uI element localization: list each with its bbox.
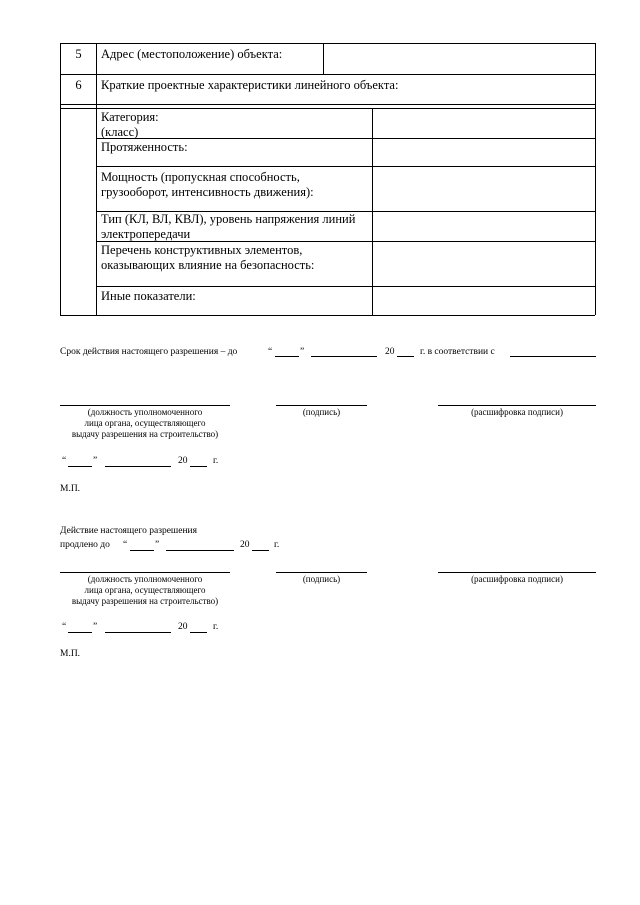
signature-line [276,572,367,573]
table-col-divider [96,43,97,315]
day-blank [68,466,92,467]
extension-text: Действие настоящего разрешения [60,526,197,536]
year-prefix: 20 [178,622,188,632]
year-suffix: г. [274,540,280,550]
position-line [60,405,230,406]
position-caption: (должность уполномоченного лица органа, осуществляющего выдачу разрешения на строительство) [71,574,219,606]
capacity-label: Мощность (пропускная способность, грузооборот, интенсивность движения): [101,170,314,199]
quote-open: “ [123,540,128,550]
other-indicators-label: Иные показатели: [101,289,196,303]
category-label: Категория: (класс) [101,110,159,139]
year-blank [190,632,207,633]
structural-elements-label: Перечень конструктивных элементов, оказывающих влияние на безопасность: [101,243,315,272]
stamp-label: М.П. [60,484,81,494]
decoding-caption: (расшифровка подписи) [471,407,563,417]
decoding-line [438,572,596,573]
position-caption: (должность уполномоченного лица органа, осуществляющего выдачу разрешения на строительство) [71,407,219,439]
quote-open: “ [62,622,67,632]
position-line [60,572,230,573]
power-line-type-label: Тип (КЛ, ВЛ, КВЛ), уровень напряжения линий электропередачи [101,212,356,241]
day-blank [275,356,299,357]
table-row-divider [60,108,595,109]
table-border-bottom [60,315,595,316]
quote-open: “ [62,456,67,466]
quote-close: ” [155,540,160,550]
decoding-line [438,405,596,406]
month-blank [105,632,171,633]
year-blank [252,550,269,551]
table-border-top [60,43,595,44]
accordance-blank [510,356,596,357]
table-row-divider [60,104,595,105]
table-row-divider [96,166,595,167]
quote-close: ” [93,456,98,466]
quote-open: “ [268,347,273,357]
year-suffix: г. [213,622,219,632]
signature-caption: (подпись) [302,574,341,584]
table-row-divider [60,74,595,75]
table-row-divider [96,138,595,139]
year-blank [397,356,414,357]
decoding-caption: (расшифровка подписи) [471,574,563,584]
table-row-divider [96,286,595,287]
month-blank [166,550,234,551]
year-prefix: 20 [385,347,395,357]
year-blank [190,466,207,467]
stamp-label: М.П. [60,649,81,659]
quote-close: ” [300,347,305,357]
table-col-divider [323,43,324,74]
validity-accordance: г. в соответствии с [420,347,495,357]
signature-caption: (подпись) [302,407,341,417]
month-blank [105,466,171,467]
year-prefix: 20 [240,540,250,550]
row-number: 5 [75,47,82,61]
characteristics-label: Краткие проектные характеристики линейного объекта: [101,78,399,92]
table-col-divider [372,108,373,315]
year-suffix: г. [213,456,219,466]
month-blank [311,356,377,357]
year-prefix: 20 [178,456,188,466]
table-border-right [595,43,596,315]
quote-close: ” [93,622,98,632]
length-label: Протяженность: [101,140,188,154]
day-blank [130,550,154,551]
validity-text: Срок действия настоящего разрешения – до [60,347,238,357]
row-number: 6 [75,78,82,92]
day-blank [68,632,92,633]
extension-prefix: продлено до [60,540,110,550]
address-label: Адрес (местоположение) объекта: [101,47,283,61]
signature-line [276,405,367,406]
